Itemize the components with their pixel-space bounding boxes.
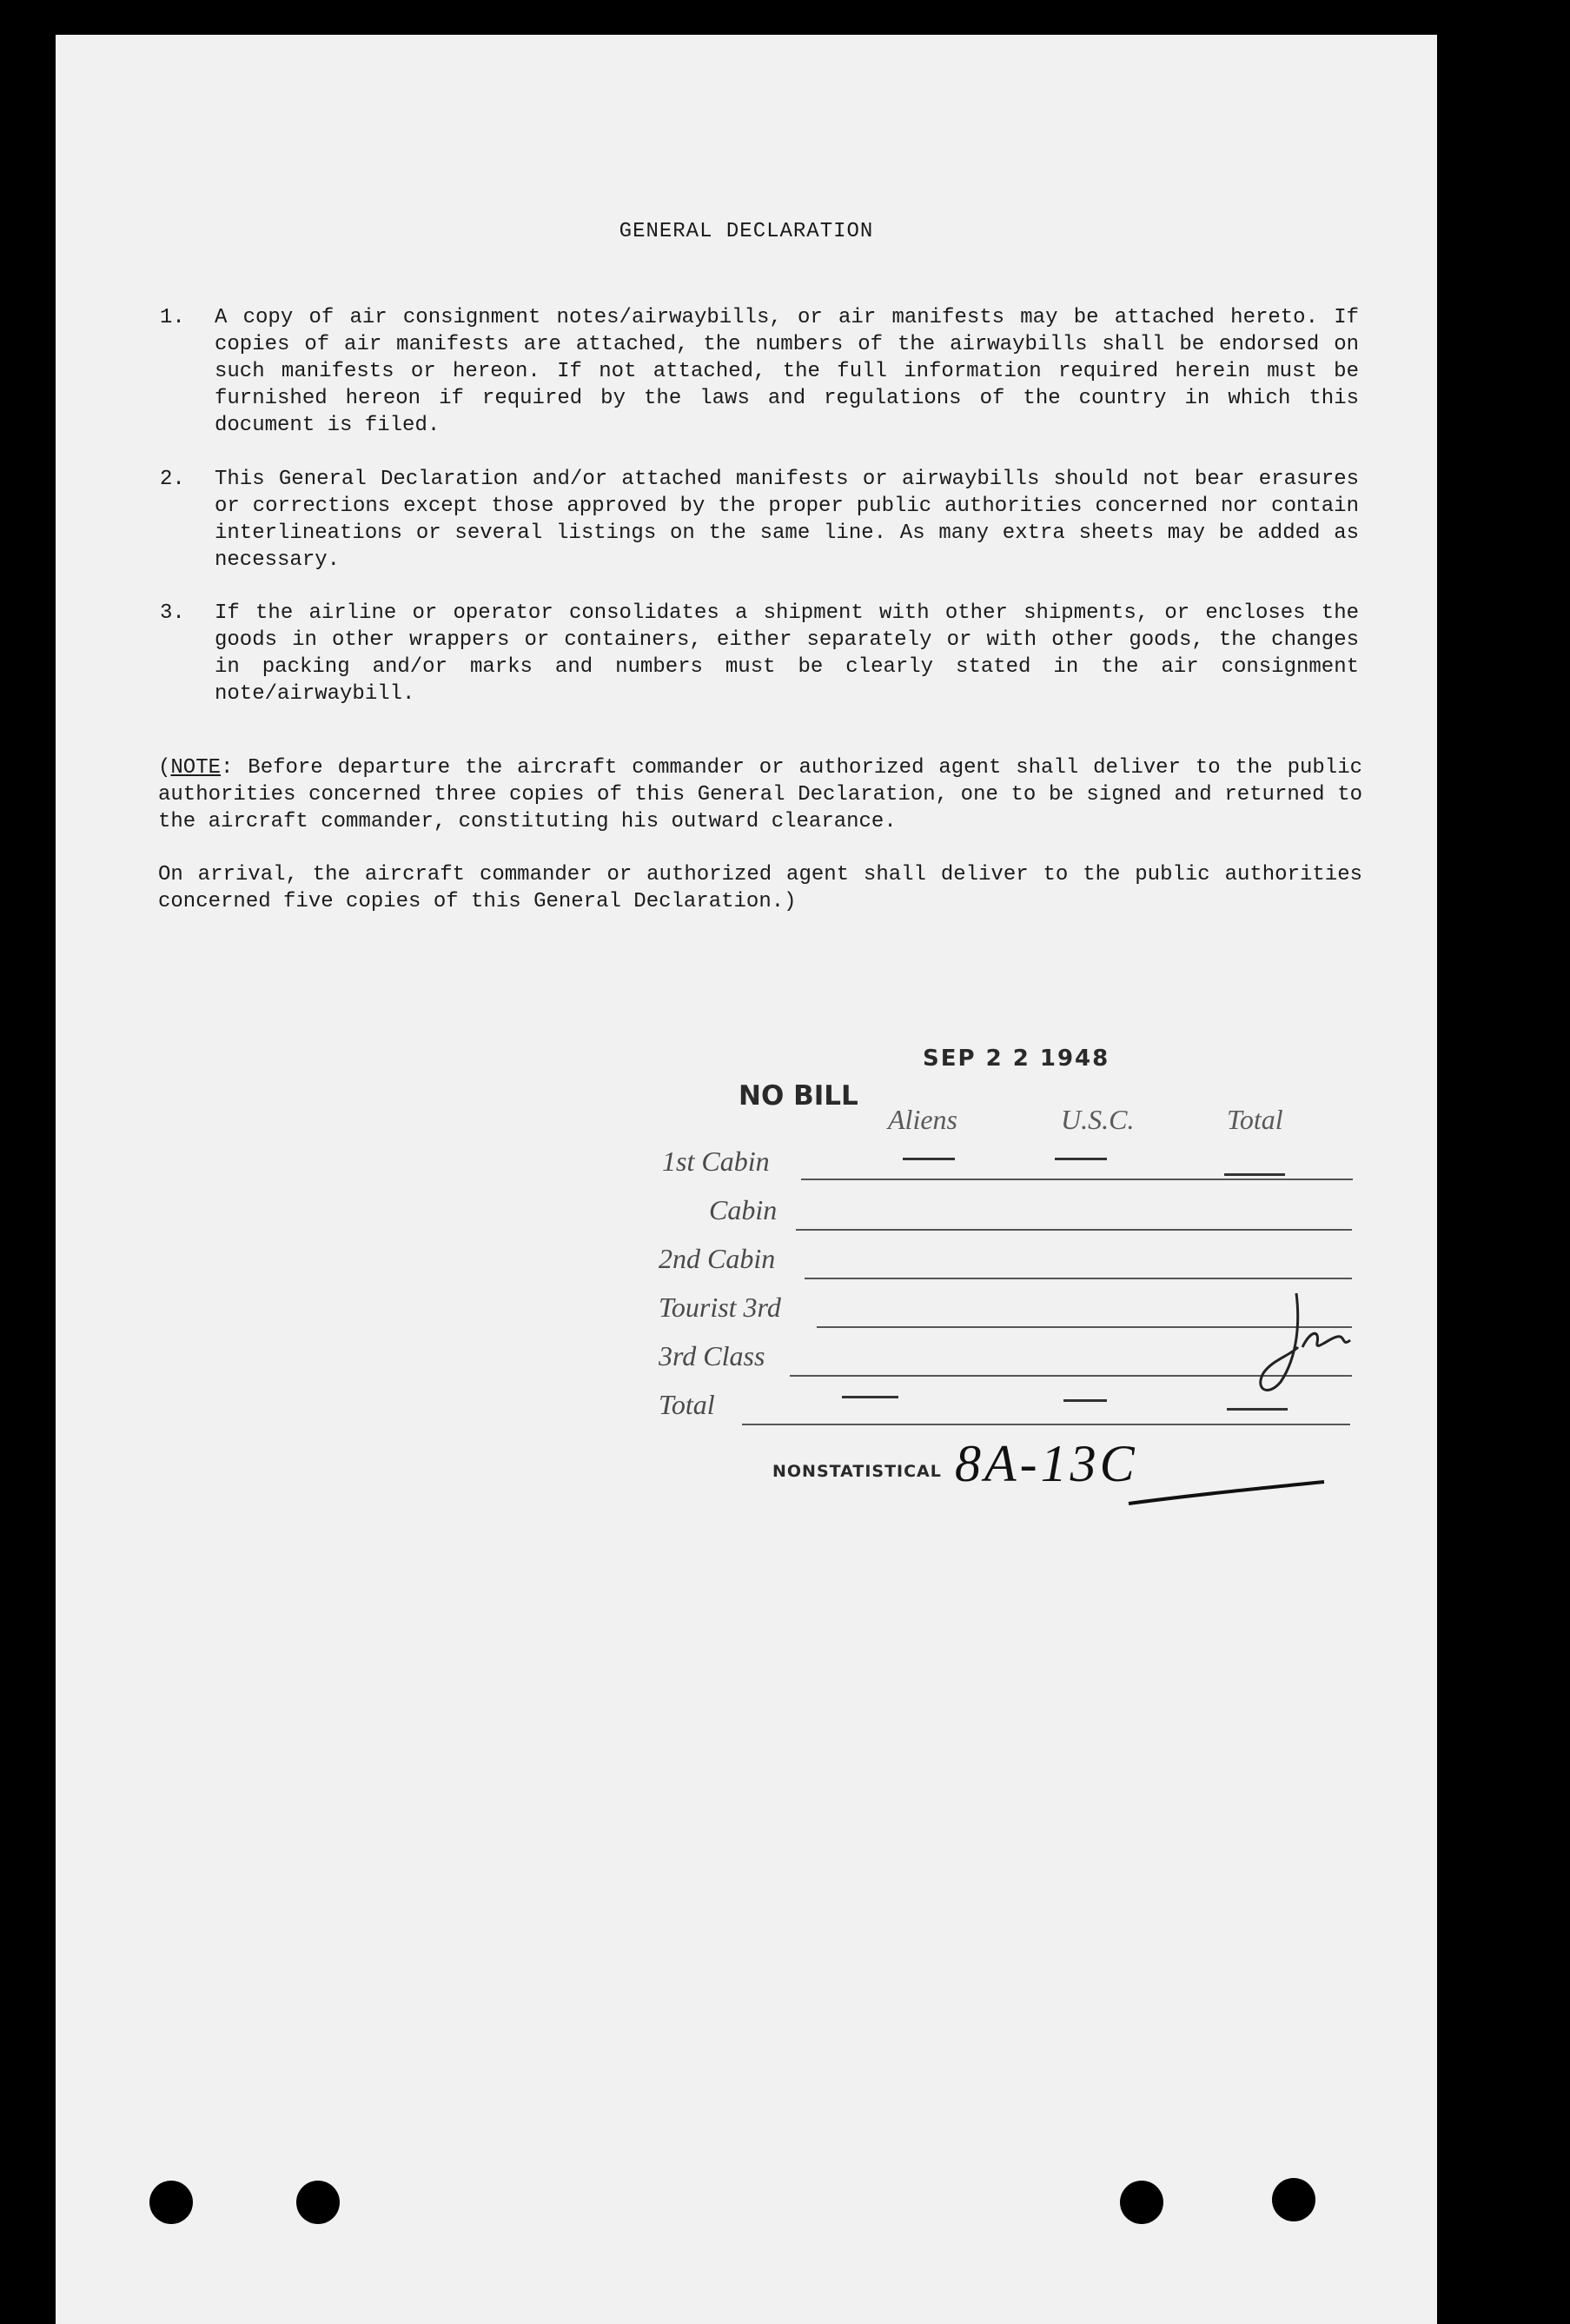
column-aliens: Aliens [888,1104,957,1135]
row-label-total: Total [659,1389,715,1420]
row-rule [742,1424,1350,1425]
inspector-initials-signature [1255,1286,1359,1399]
item-text: A copy of air consignment notes/airwaybills, or air manifests may be attached hereto. If copies of air manifests are attached, the numbers of the airwaybills shall be endorsed on such manifests or hereon. If not attached, the full information required herein must be furnished hereon if required by the laws and regulations of the country in which this document is filed. [215,306,1359,437]
punch-hole [149,2181,193,2224]
punch-hole [1272,2178,1315,2221]
row-label-tourist-3rd: Tourist 3rd [659,1291,781,1323]
row-rule [805,1278,1352,1279]
item-number: 2. [160,468,185,491]
arrival-text: On arrival, the aircraft commander or authorized agent shall deliver to the public authorities concerned five copies of this General Declaration. [158,863,1362,913]
page-title: GENERAL DECLARATION [619,220,874,243]
declaration-item-3 [160,600,1359,707]
row-label-3rd-class: 3rd Class [659,1340,765,1371]
nonstatistical-stamp: NONSTATISTICAL [772,1462,942,1481]
column-usc: U.S.C. [1061,1104,1135,1135]
dash-mark [1063,1399,1107,1402]
row-label-2nd-cabin: 2nd Cabin [659,1243,776,1274]
row-rule [796,1229,1352,1231]
punch-hole [296,2181,340,2224]
row-label-cabin: Cabin [709,1194,778,1225]
item-number: 3. [160,601,185,625]
row-rule [801,1179,1353,1180]
note-text: : Before departure the aircraft commander or authorized agent shall deliver to the public authorities concerned three copies of this General Declaration, one to be signed and returned to the aircraft commander, constituting his outward clearance. [158,756,1362,833]
declaration-item-1 [160,304,1359,439]
item-text: If the airline or operator consolidates a shipment with other shipments, or encloses the goods in other wrappers or containers, either separately or with other goods, the changes in packing and/or marks and numbers must be clearly stated in the air consignment note/airwaybill. [215,601,1359,706]
no-bill-stamp: NO BILL [739,1080,858,1112]
item-number: 1. [160,306,185,329]
punch-hole [1120,2181,1163,2224]
date-stamp: SEP 2 2 1948 [923,1046,1110,1072]
dash-mark [842,1396,898,1398]
row-label-1st-cabin: 1st Cabin [662,1145,770,1177]
column-total: Total [1227,1104,1283,1135]
item-text: This General Declaration and/or attached manifests or airwaybills should not bear erasures or corrections except those approved by the proper public authorities concerned nor contain interlineations or several listings on the same line. As many extra sheets may be added as necessary. [215,468,1359,572]
note-label: NOTE [170,756,222,780]
dash-mark [1055,1158,1107,1160]
note-paragraph: (NOTE: Before departure the aircraft commander or authorized agent shall deliver to the public authorities concerned three copies of this General Declaration, one to be signed and returned to the aircraft commander, constituting his outward clearance. [158,756,1362,833]
dash-mark [1227,1408,1288,1411]
document-page [56,35,1437,2324]
handwritten-code: 8A-13C [955,1435,1138,1492]
dash-mark [903,1158,955,1160]
arrival-paragraph: On arrival, the aircraft commander or authorized agent shall deliver to the public authorities concerned five copies of this General Declaration.) [158,863,1362,913]
dash-mark [1224,1173,1285,1176]
underline-stroke [1124,1477,1333,1512]
declaration-item-2 [160,466,1359,574]
